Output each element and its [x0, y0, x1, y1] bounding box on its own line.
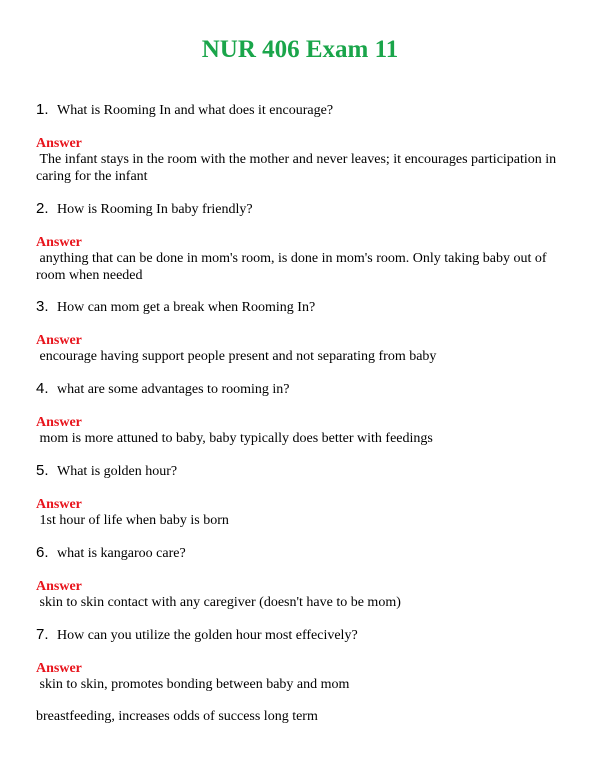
qa-item-7 — [36, 626, 566, 694]
qa-item-2 — [36, 200, 566, 284]
answer-text: anything that can be done in mom's room, is done in mom's room. Only taking baby out of room when needed — [36, 251, 551, 283]
question-number: 7. — [36, 626, 49, 643]
answer-label: Answer — [36, 136, 82, 151]
question-number: 4. — [36, 380, 49, 397]
question-1 — [36, 101, 566, 120]
qa-item-5 — [36, 462, 566, 530]
answer-text: encourage having support people present and not separating from baby — [36, 349, 437, 364]
question-text: what is kangaroo care? — [57, 546, 186, 561]
qa-item-6 — [36, 544, 566, 612]
extra-answer-line: breastfeeding, increases odds of success long term — [36, 709, 318, 724]
answer-text: The infant stays in the room with the mother and never leaves; it encourages participation in caring for the infant — [36, 152, 560, 184]
question-4 — [36, 380, 566, 399]
question-3 — [36, 298, 566, 317]
question-text: what are some advantages to rooming in? — [57, 382, 290, 397]
document-title: NUR 406 Exam 11 — [201, 36, 399, 63]
qa-item-4 — [36, 380, 566, 448]
question-text: How can you utilize the golden hour most effecively? — [57, 628, 358, 643]
question-7 — [36, 626, 566, 645]
question-text: What is golden hour? — [57, 464, 178, 479]
answer-text: 1st hour of life when baby is born — [36, 513, 229, 528]
question-text: How can mom get a break when Rooming In? — [57, 300, 316, 315]
answer-text: mom is more attuned to baby, baby typically does better with feedings — [36, 431, 433, 446]
question-number: 6. — [36, 544, 49, 561]
answer-label: Answer — [36, 497, 82, 512]
qa-item-1 — [36, 101, 566, 185]
question-6 — [36, 544, 566, 563]
question-text: How is Rooming In baby friendly? — [57, 202, 253, 217]
question-number: 3. — [36, 298, 49, 315]
answer-label: Answer — [36, 235, 82, 250]
answer-label: Answer — [36, 415, 82, 430]
qa-item-3 — [36, 298, 566, 366]
question-text: What is Rooming In and what does it encourage? — [57, 103, 334, 118]
answer-text: skin to skin contact with any caregiver (doesn't have to be mom) — [36, 595, 401, 610]
answer-label: Answer — [36, 661, 82, 676]
answer-text: skin to skin, promotes bonding between baby and mom — [36, 677, 350, 692]
answer-label: Answer — [36, 333, 82, 348]
question-5 — [36, 462, 566, 481]
answer-label: Answer — [36, 579, 82, 594]
question-number: 5. — [36, 462, 49, 479]
question-2 — [36, 200, 566, 219]
question-number: 2. — [36, 200, 49, 217]
question-number: 1. — [36, 101, 49, 118]
